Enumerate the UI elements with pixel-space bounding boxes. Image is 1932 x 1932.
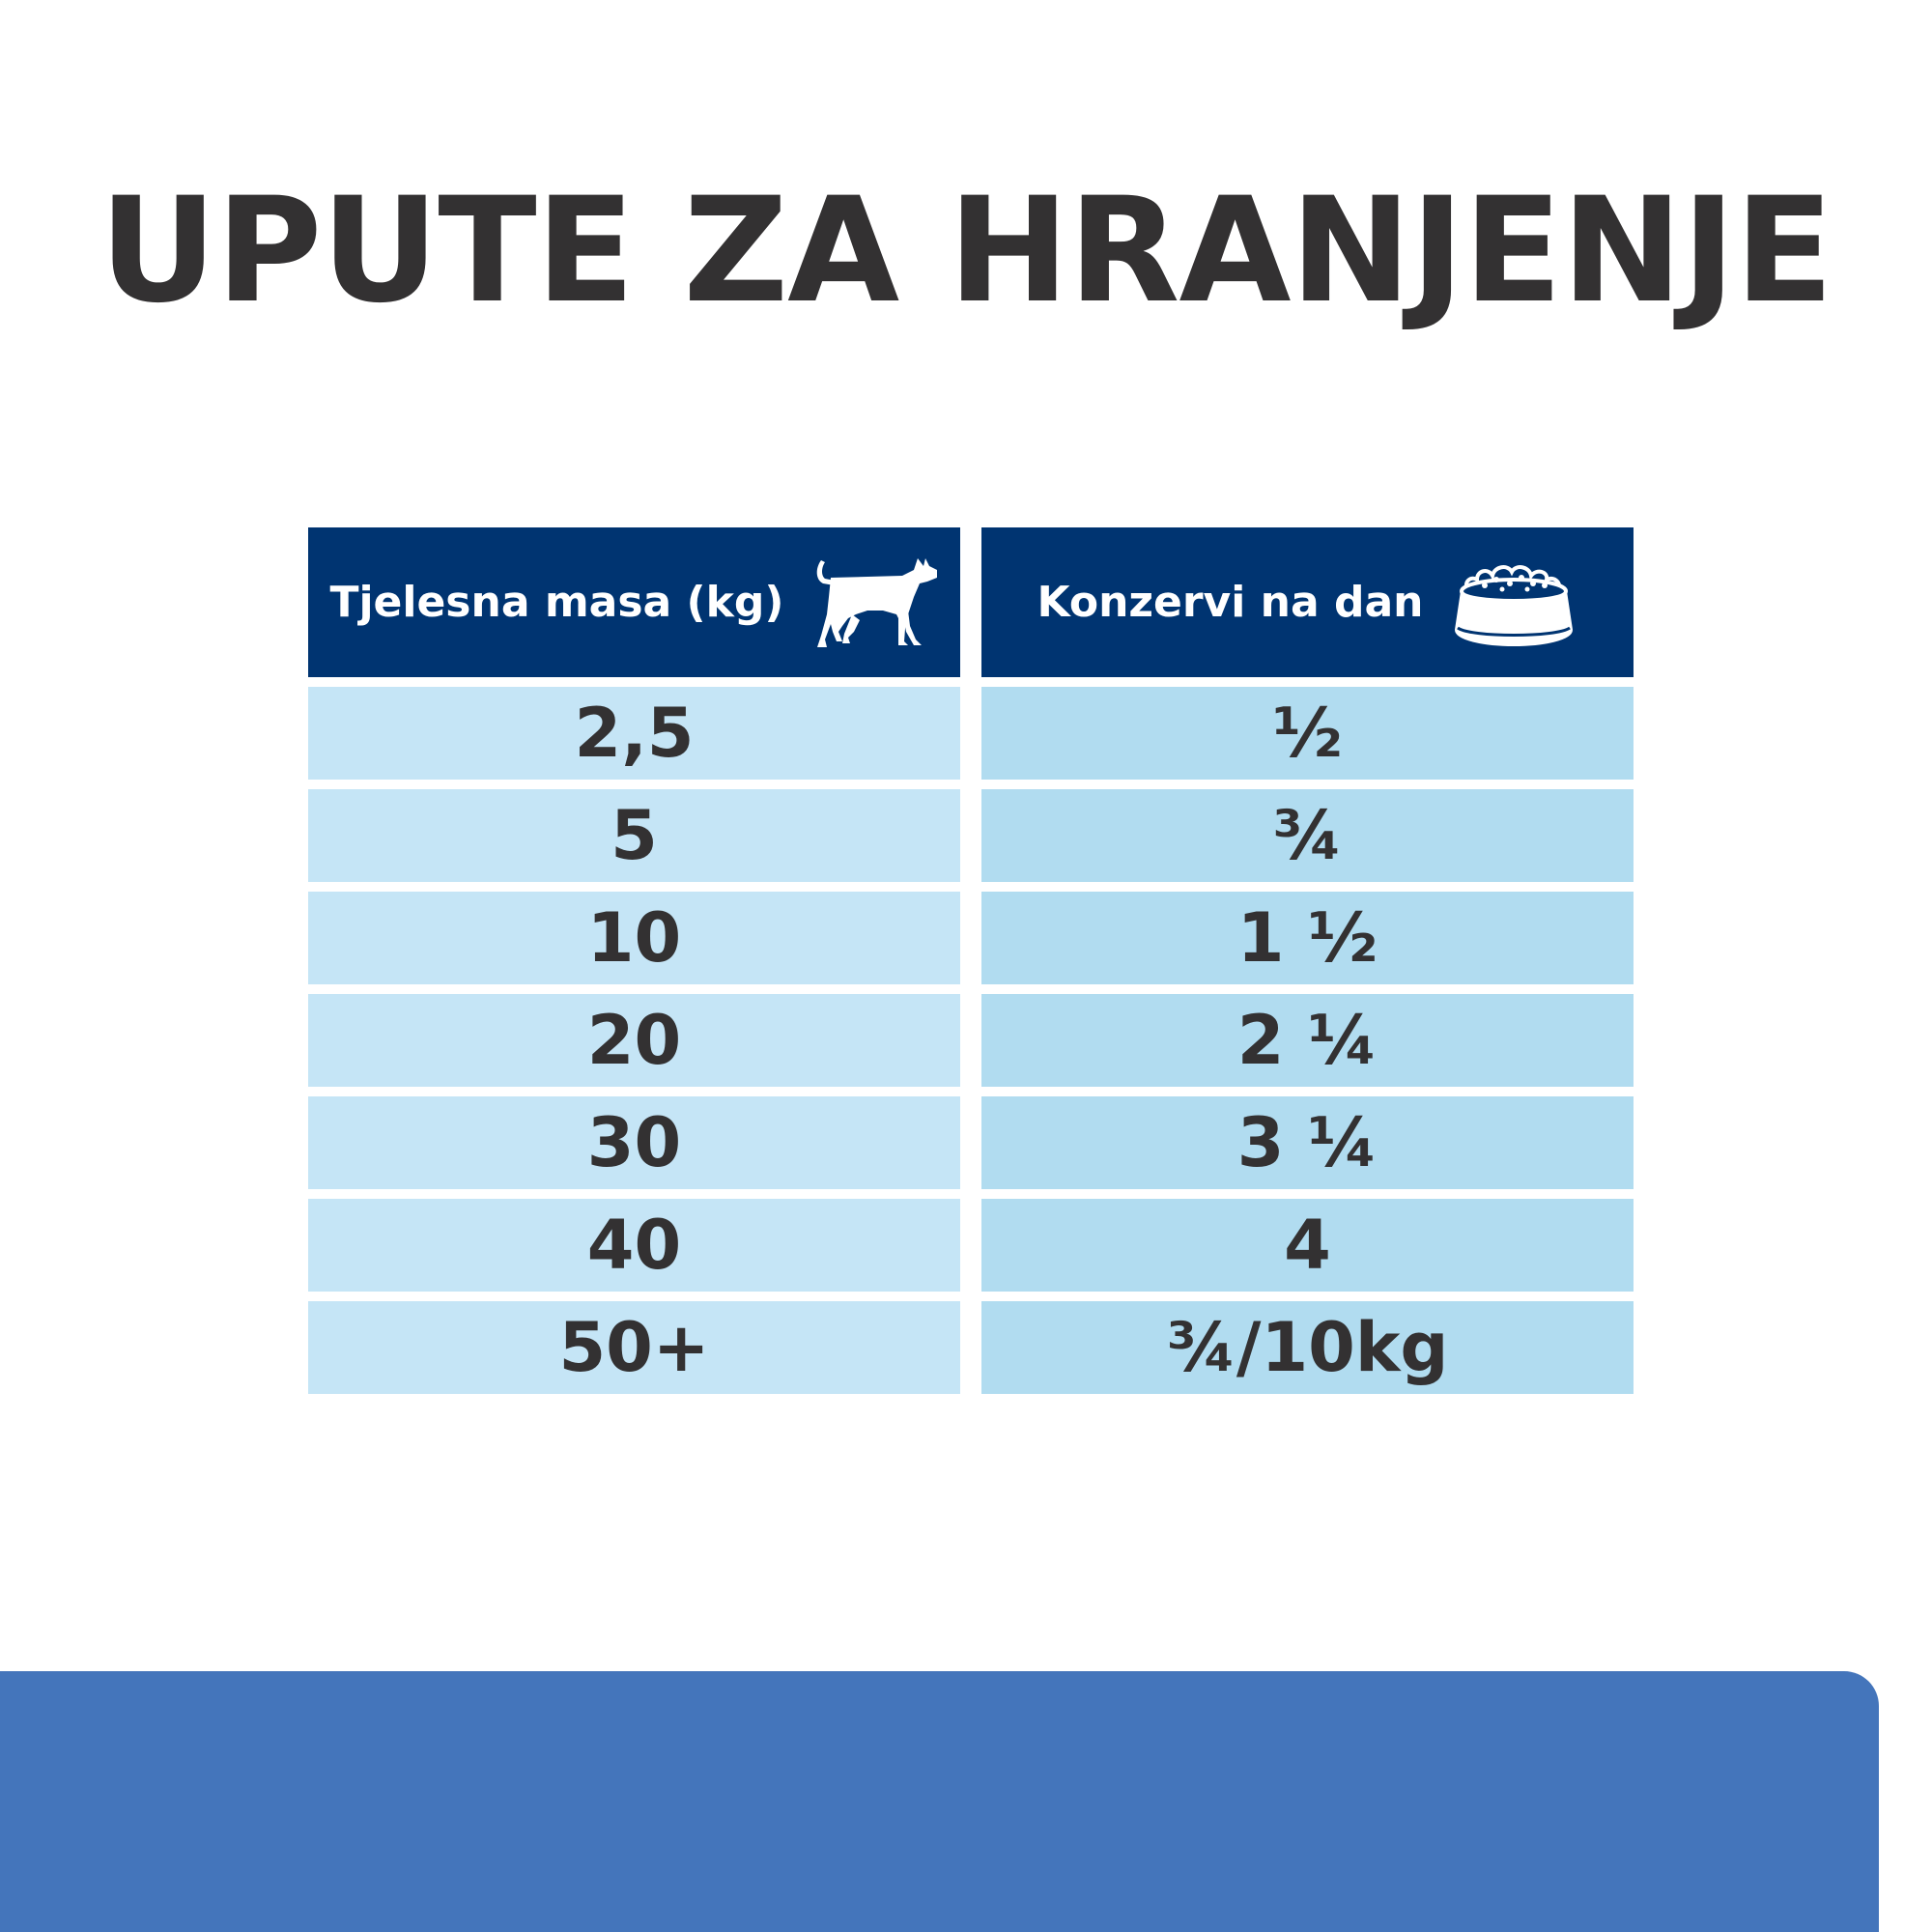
table-row <box>308 892 1634 984</box>
header-body-weight <box>308 527 960 677</box>
cans-per-day-cell: 1 ½ <box>981 892 1634 984</box>
cans-per-day-cell: 2 ¼ <box>981 994 1634 1087</box>
header-body-weight-label: Tjelesna masa (kg) <box>329 578 784 627</box>
body-weight-cell: 50+ <box>308 1301 960 1394</box>
table-row <box>308 994 1634 1087</box>
cans-per-day-cell: ¾/10kg <box>981 1301 1634 1394</box>
page-title: UPUTE ZA HRANJENJE <box>99 167 1833 335</box>
body-weight-cell: 40 <box>308 1199 960 1292</box>
header-cans-per-day-label: Konzervi na dan <box>1037 578 1424 627</box>
header-cans-per-day <box>981 527 1634 677</box>
table-row <box>308 1199 1634 1292</box>
cans-per-day-cell: 3 ¼ <box>981 1096 1634 1189</box>
table-row <box>308 687 1634 780</box>
body-weight-cell: 5 <box>308 789 960 882</box>
body-weight-cell: 10 <box>308 892 960 984</box>
body-weight-cell: 20 <box>308 994 960 1087</box>
food-bowl-icon <box>1452 556 1577 648</box>
dog-icon <box>813 554 939 651</box>
table-header-row <box>308 527 1634 677</box>
cans-per-day-cell: ¾ <box>981 789 1634 882</box>
body-weight-cell: 2,5 <box>308 687 960 780</box>
bottom-color-band <box>0 1671 1879 1932</box>
cans-per-day-cell: ½ <box>981 687 1634 780</box>
body-weight-cell: 30 <box>308 1096 960 1189</box>
table-row <box>308 1096 1634 1189</box>
table-row <box>308 1301 1634 1394</box>
table-row <box>308 789 1634 882</box>
cans-per-day-cell: 4 <box>981 1199 1634 1292</box>
feeding-table <box>308 527 1634 1404</box>
